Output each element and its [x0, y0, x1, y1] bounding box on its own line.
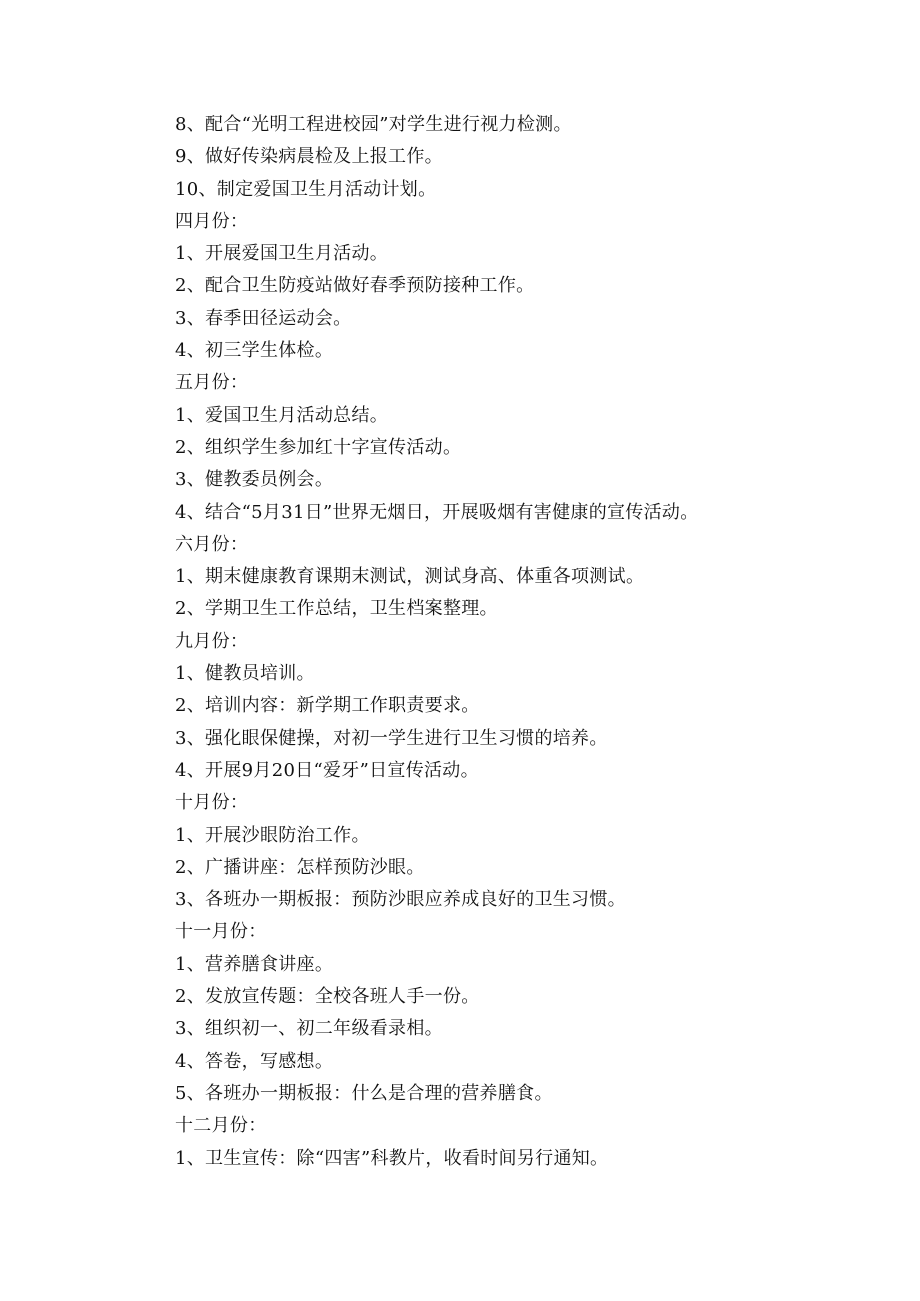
list-item: 2、广播讲座：怎样预防沙眼。 [175, 856, 425, 878]
list-item: 3、组织初一、初二年级看录相。 [175, 1018, 443, 1040]
list-item: 3、强化眼保健操，对初一学生进行卫生习惯的培养。 [175, 727, 608, 749]
list-item: 10、制定爱国卫生月活动计划。 [175, 178, 437, 200]
list-item: 5、各班办一期板报：什么是合理的营养膳食。 [175, 1082, 553, 1104]
list-item: 2、学期卫生工作总结，卫生档案整理。 [175, 598, 498, 620]
list-item: 1、健教员培训。 [175, 663, 315, 685]
list-item: 2、培训内容：新学期工作职责要求。 [175, 695, 480, 717]
list-item: 2、配合卫生防疫站做好春季预防接种工作。 [175, 275, 535, 297]
list-item: 2、组织学生参加红十字宣传活动。 [175, 436, 462, 458]
list-item: 2、发放宣传题：全校各班人手一份。 [175, 986, 480, 1008]
section-heading: 四月份： [175, 210, 249, 232]
section-heading: 十一月份： [175, 921, 267, 943]
section-heading: 九月份： [175, 630, 249, 652]
list-item: 1、卫生宣传：除“四害”科教片，收看时间另行通知。 [175, 1147, 609, 1169]
list-item: 1、开展爱国卫生月活动。 [175, 243, 389, 265]
list-item: 3、各班办一期板报：预防沙眼应养成良好的卫生习惯。 [175, 889, 626, 911]
list-item: 4、答卷，写感想。 [175, 1050, 334, 1072]
section-heading: 六月份： [175, 533, 249, 555]
list-item: 1、期末健康教育课期末测试，测试身高、体重各项测试。 [175, 566, 645, 588]
list-item: 4、初三学生体检。 [175, 340, 334, 362]
list-item: 1、爱国卫生月活动总结。 [175, 404, 389, 426]
document-body [175, 109, 875, 1175]
list-item: 1、营养膳食讲座。 [175, 953, 334, 975]
section-heading: 十二月份： [175, 1115, 267, 1137]
section-heading: 五月份： [175, 372, 249, 394]
list-item: 1、开展沙眼防治工作。 [175, 824, 370, 846]
list-item: 3、春季田径运动会。 [175, 307, 352, 329]
list-item: 9、做好传染病晨检及上报工作。 [175, 146, 443, 168]
list-item: 8、配合“光明工程进校园”对学生进行视力检测。 [175, 114, 572, 135]
list-item: 4、开展9月20日“爱牙”日宣传活动。 [175, 759, 479, 781]
section-heading: 十月份： [175, 792, 249, 814]
list-item: 4、结合“5月31日”世界无烟日，开展吸烟有害健康的宣传活动。 [175, 501, 699, 523]
list-item: 3、健教委员例会。 [175, 469, 334, 491]
